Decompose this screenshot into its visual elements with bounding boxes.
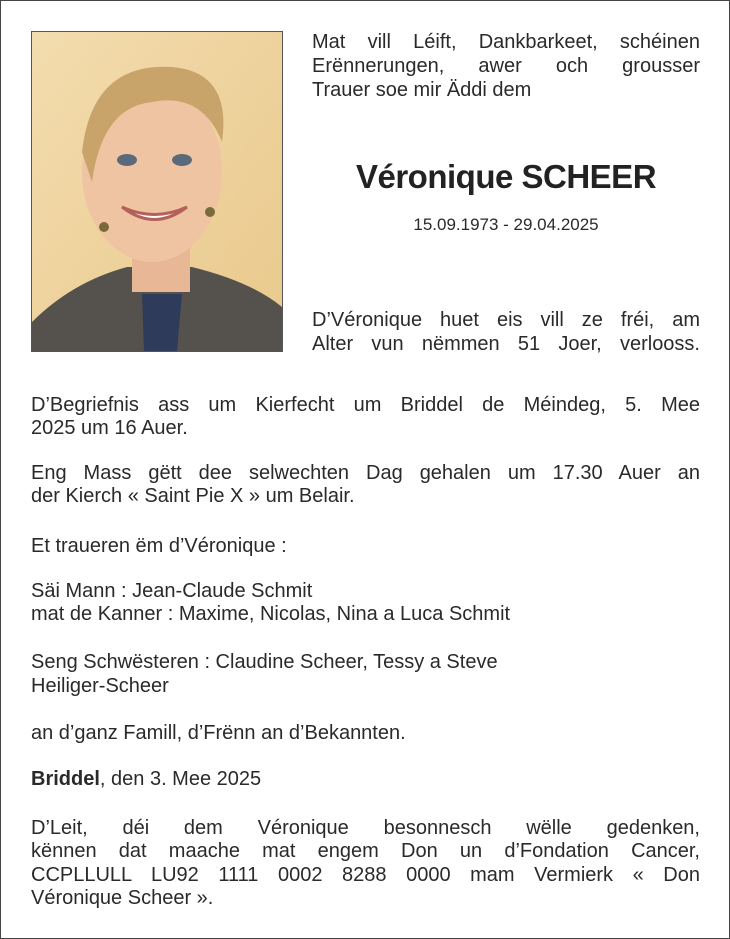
donation-line: kënnen dat maache mat engem Don un d’Fondation Cancer,: [31, 840, 700, 862]
mourners-intro: Et traueren ëm d’Véronique :: [31, 535, 287, 557]
donation-line: Véronique Scheer ».: [31, 887, 214, 909]
intro-line: Trauer soe mir Äddi dem: [312, 79, 532, 101]
husband-line: Säi Mann : Jean-Claude Schmit: [31, 580, 313, 602]
family-line: an d’ganz Famill, d’Frënn an d’Bekannten.: [31, 722, 406, 744]
funeral-line: D’Begriefnis ass um Kierfecht um Briddel de Méindeg, 5. Mee: [31, 394, 700, 416]
children-line: mat de Kanner : Maxime, Nicolas, Nina a Luca Schmit: [31, 603, 511, 625]
place-date: [31, 767, 700, 791]
mass-line: Eng Mass gëtt dee selwechten Dag gehalen um 17.30 Auer an: [31, 462, 700, 484]
mass-line: der Kierch « Saint Pie X » um Belair.: [31, 485, 355, 507]
passed-line: D’Véronique huet eis vill ze fréi, am: [312, 309, 700, 331]
deceased-name: Véronique SCHEER: [355, 158, 657, 195]
funeral-line: 2025 um 16 Auer.: [31, 417, 188, 439]
sisters-line: Heiliger-Scheer: [31, 675, 169, 697]
passed-line: Alter vun nëmmen 51 Joer, verlooss.: [312, 333, 700, 355]
donation-line: CCPLLULL LU92 1111 0002 8288 0000 mam Vermierk « Don: [31, 864, 700, 886]
intro-line: Erënnerungen, awer och grousser: [312, 55, 700, 77]
donation-line: D’Leit, déi dem Véronique besonnesch wëlle gedenken,: [31, 817, 700, 839]
portrait-photo: [31, 31, 283, 352]
place: Briddel: [31, 768, 100, 790]
date: , den 3. Mee 2025: [99, 768, 262, 790]
life-dates: 15.09.1973 - 29.04.2025: [413, 215, 599, 234]
intro-line: Mat vill Léift, Dankbarkeet, schéinen: [312, 31, 700, 53]
sisters-line: Seng Schwësteren : Claudine Scheer, Tessy a Steve: [31, 651, 498, 673]
